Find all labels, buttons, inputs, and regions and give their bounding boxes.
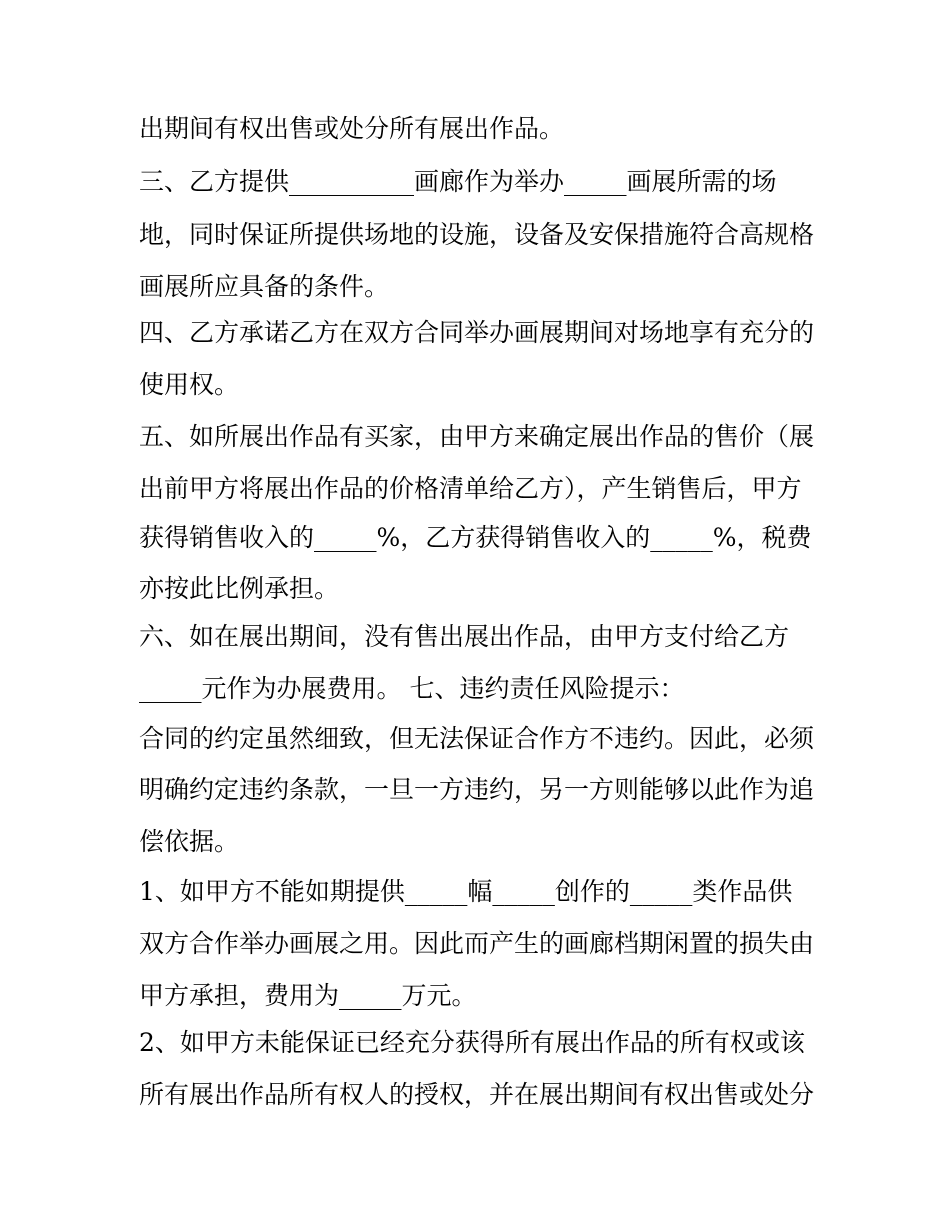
text-line-6: 使用权。 — [139, 370, 240, 399]
text-line-13: 合同的约定虽然细致，但无法保证合作方不违约。因此，必须 — [139, 724, 815, 753]
text-line-10: 亦按此比例承担。 — [139, 574, 340, 603]
text-line-20: 所有展出作品所有权人的授权，并在展出期间有权出售或处分 — [139, 1080, 815, 1109]
text-line-1: 出期间有权出售或处分所有展出作品。 — [139, 114, 565, 143]
text-line-4: 画展所应具备的条件。 — [139, 272, 390, 301]
text-line-16: 1、如甲方不能如期提供_____幅_____创作的_____类作品供 — [139, 877, 793, 906]
text-line-19: 2、如甲方未能保证已经充分获得所有展出作品的所有权或该 — [139, 1028, 805, 1057]
text-line-3: 地，同时保证所提供场地的设施，设备及安保措施符合高规格 — [139, 220, 815, 249]
text-line-12: _____元作为办展费用。 七、违约责任风险提示： — [139, 674, 685, 703]
text-line-7: 五、如所展出作品有买家，由甲方来确定展出作品的售价（展 — [139, 422, 815, 451]
text-line-14: 明确约定违约条款，一旦一方违约，另一方则能够以此作为追 — [139, 775, 815, 804]
text-line-18: 甲方承担，费用为_____万元。 — [139, 981, 477, 1010]
text-line-17: 双方合作举办画展之用。因此而产生的画廊档期闲置的损失由 — [139, 929, 815, 958]
text-line-5: 四、乙方承诺乙方在双方合同举办画展期间对场地享有充分的 — [139, 318, 815, 347]
text-line-2: 三、乙方提供__________画廊作为举办_____画展所需的场 — [139, 167, 777, 196]
text-line-15: 偿依据。 — [139, 827, 240, 856]
text-line-8: 出前甲方将展出作品的价格清单给乙方），产生销售后，甲方 — [139, 474, 802, 503]
text-line-9: 获得销售收入的_____%，乙方获得销售收入的_____%，税费 — [139, 523, 812, 552]
text-line-11: 六、如在展出期间，没有售出展出作品，由甲方支付给乙方 — [139, 622, 790, 651]
